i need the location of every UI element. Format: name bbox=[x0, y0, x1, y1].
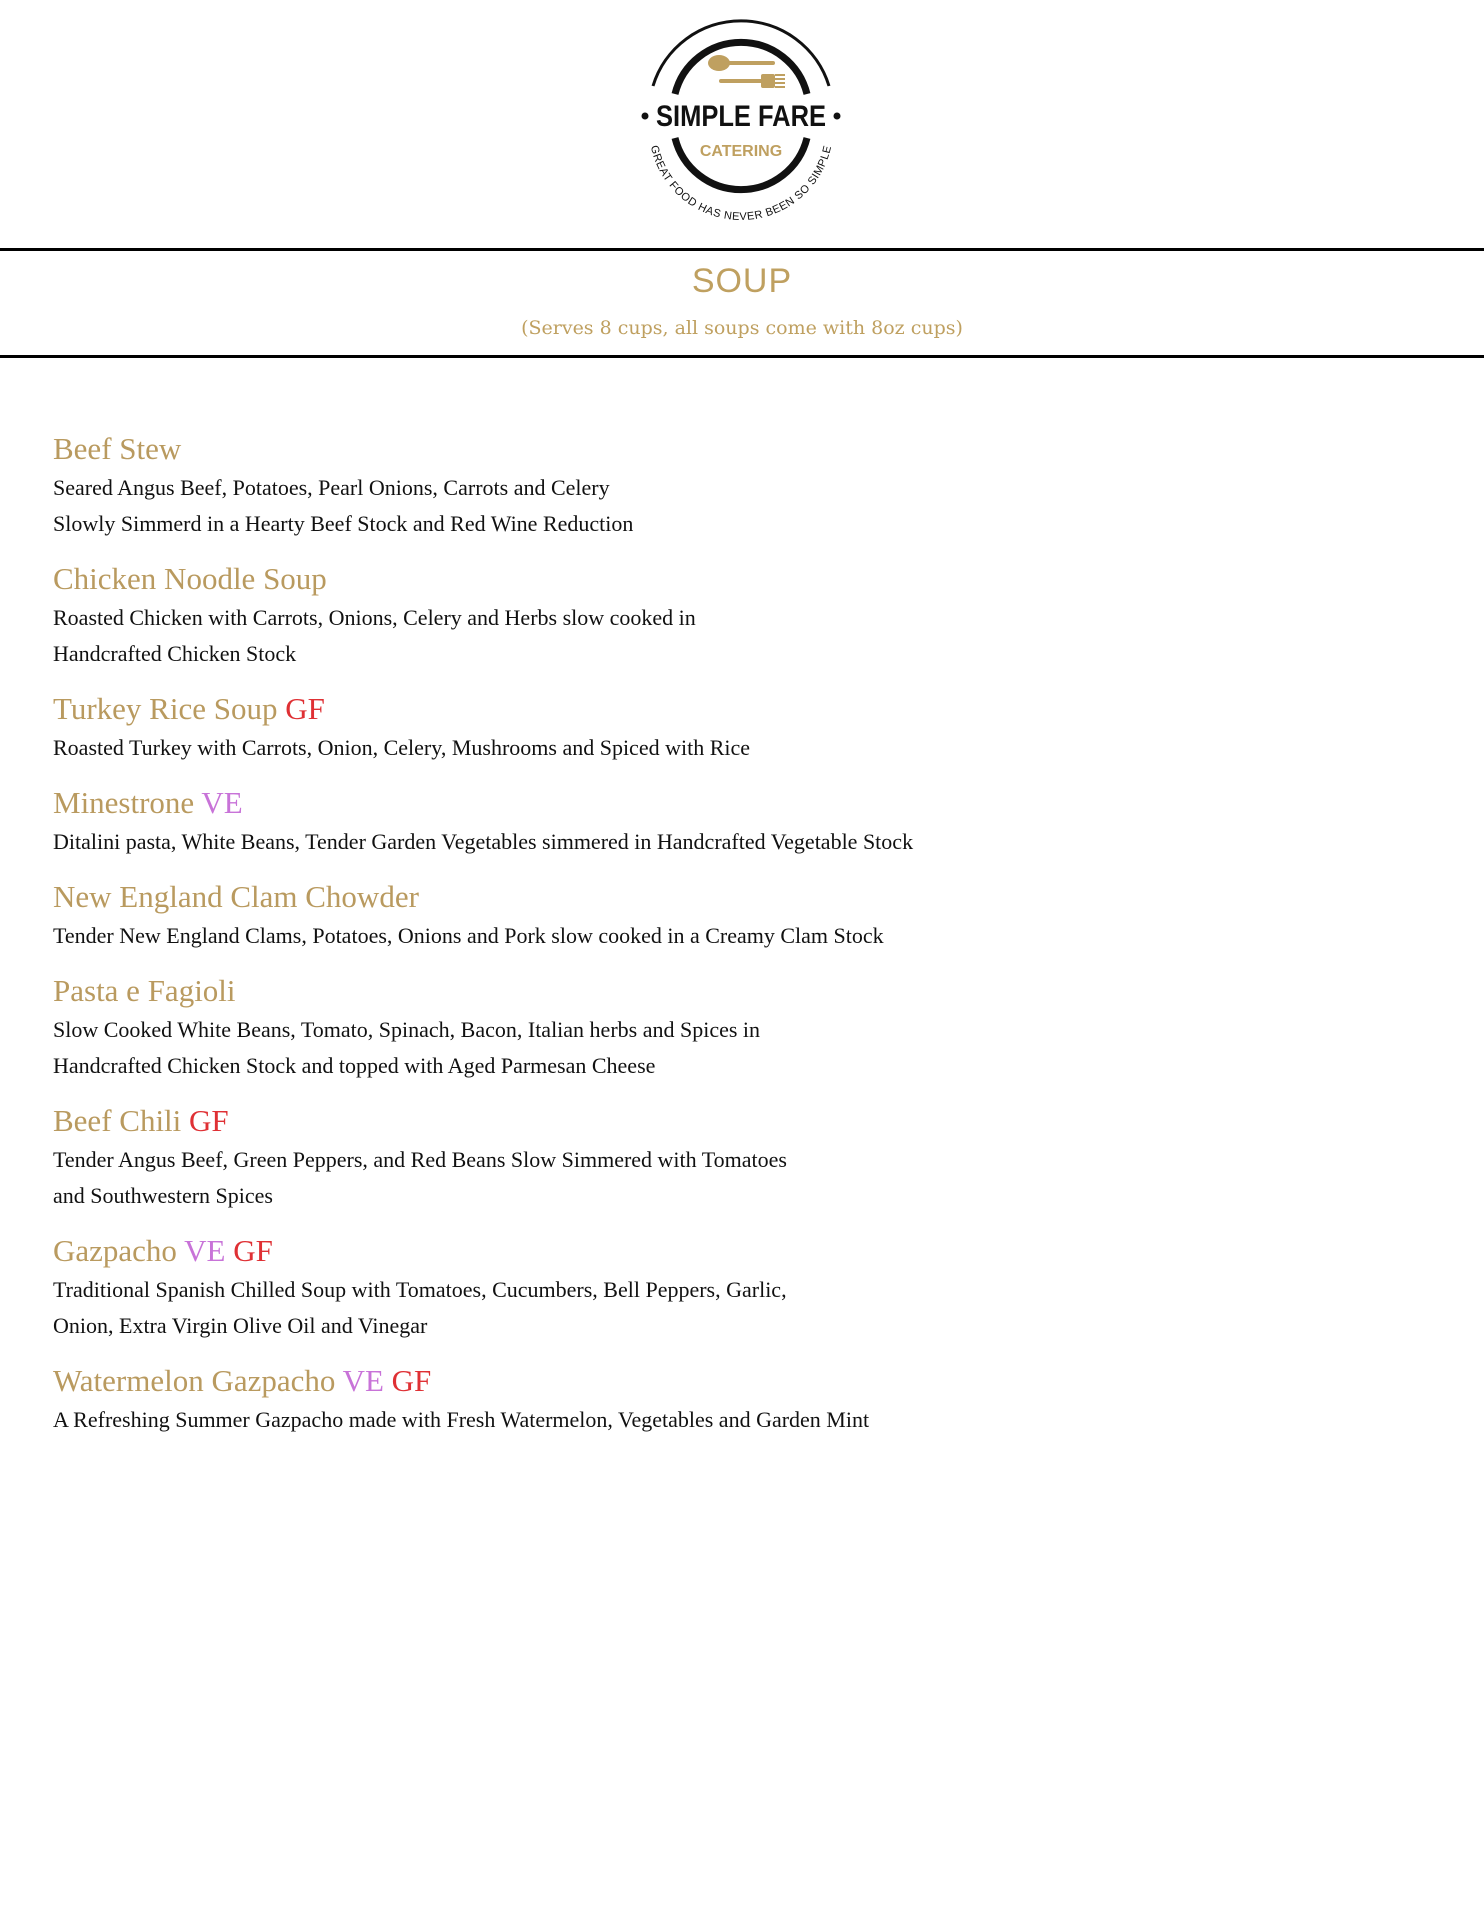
svg-text:SIMPLE FARE: SIMPLE FARE bbox=[656, 100, 826, 133]
item-description: Traditional Spanish Chilled Soup with Tomatoes, Cucumbers, Bell Peppers, Garlic, bbox=[53, 1277, 787, 1302]
item-name: Pasta e Fagioli bbox=[53, 973, 236, 1008]
menu-item bbox=[53, 782, 1173, 860]
section-title: SOUP bbox=[691, 262, 793, 300]
menu-item-title bbox=[53, 876, 1173, 918]
menu-item bbox=[53, 558, 1173, 672]
menu-item bbox=[53, 1100, 1173, 1214]
top-divider bbox=[0, 248, 1484, 251]
menu-item bbox=[53, 428, 1173, 542]
menu-item-title bbox=[53, 428, 1173, 470]
item-name: Chicken Noodle Soup bbox=[53, 561, 327, 596]
item-name: Gazpacho bbox=[53, 1233, 177, 1268]
item-description: Slowly Simmerd in a Hearty Beef Stock and Red Wine Reduction bbox=[53, 511, 634, 536]
svg-text:CATERING: CATERING bbox=[699, 143, 783, 160]
item-description: Tender New England Clams, Potatoes, Onions and Pork slow cooked in a Creamy Clam Stock bbox=[53, 923, 884, 948]
bottom-divider bbox=[0, 355, 1484, 358]
item-name: Turkey Rice Soup bbox=[53, 691, 278, 726]
item-name: Beef Stew bbox=[53, 431, 182, 466]
menu-item-title bbox=[53, 782, 1173, 824]
gluten-free-tag: GF bbox=[189, 1103, 229, 1138]
gluten-free-tag: GF bbox=[233, 1233, 273, 1268]
item-description: Roasted Chicken with Carrots, Onions, Celery and Herbs slow cooked in bbox=[53, 605, 696, 630]
menu-item-title bbox=[53, 970, 1173, 1012]
simple-fare-logo bbox=[635, 8, 847, 220]
item-description: Roasted Turkey with Carrots, Onion, Celery, Mushrooms and Spiced with Rice bbox=[53, 735, 751, 760]
menu-item bbox=[53, 688, 1173, 766]
menu-item bbox=[53, 876, 1173, 954]
vegan-tag: VE bbox=[342, 1363, 384, 1398]
menu-item bbox=[53, 1360, 1173, 1438]
item-description: and Southwestern Spices bbox=[53, 1183, 273, 1208]
vegan-tag: VE bbox=[184, 1233, 226, 1268]
menu-item bbox=[53, 1230, 1173, 1344]
menu-item-title bbox=[53, 558, 1173, 600]
spoon-fork-icon bbox=[708, 55, 785, 88]
menu-item-title bbox=[53, 1230, 1173, 1272]
menu-item-title bbox=[53, 688, 1173, 730]
item-description: Slow Cooked White Beans, Tomato, Spinach, Bacon, Italian herbs and Spices in bbox=[53, 1017, 761, 1042]
soup-menu-list bbox=[53, 428, 1173, 1438]
item-name: Beef Chili bbox=[53, 1103, 182, 1138]
menu-item-title bbox=[53, 1100, 1173, 1142]
gluten-free-tag: GF bbox=[285, 691, 325, 726]
menu-item-title bbox=[53, 1360, 1173, 1402]
item-description: Ditalini pasta, White Beans, Tender Garden Vegetables simmered in Handcrafted Vegetable Stock bbox=[53, 829, 914, 854]
menu-item bbox=[53, 970, 1173, 1084]
item-description: Handcrafted Chicken Stock bbox=[53, 641, 297, 666]
item-description: Tender Angus Beef, Green Peppers, and Red Beans Slow Simmered with Tomatoes bbox=[53, 1147, 787, 1172]
item-description: A Refreshing Summer Gazpacho made with Fresh Watermelon, Vegetables and Garden Mint bbox=[53, 1407, 870, 1432]
section-subtitle: (Serves 8 cups, all soups come with 8oz cups) bbox=[521, 317, 963, 339]
svg-text:GREAT FOOD HAS NEVER BEEN SO S: GREAT FOOD HAS NEVER BEEN SO SIMPLE bbox=[647, 144, 835, 220]
item-description: Seared Angus Beef, Potatoes, Pearl Onions, Carrots and Celery bbox=[53, 475, 610, 500]
gluten-free-tag: GF bbox=[391, 1363, 432, 1398]
item-name: New England Clam Chowder bbox=[53, 879, 419, 914]
item-name: Minestrone bbox=[53, 785, 195, 820]
item-description: Onion, Extra Virgin Olive Oil and Vinegar bbox=[53, 1313, 428, 1338]
item-description: Handcrafted Chicken Stock and topped with Aged Parmesan Cheese bbox=[53, 1053, 656, 1078]
item-name: Watermelon Gazpacho bbox=[53, 1363, 336, 1398]
vegan-tag: VE bbox=[201, 785, 243, 820]
